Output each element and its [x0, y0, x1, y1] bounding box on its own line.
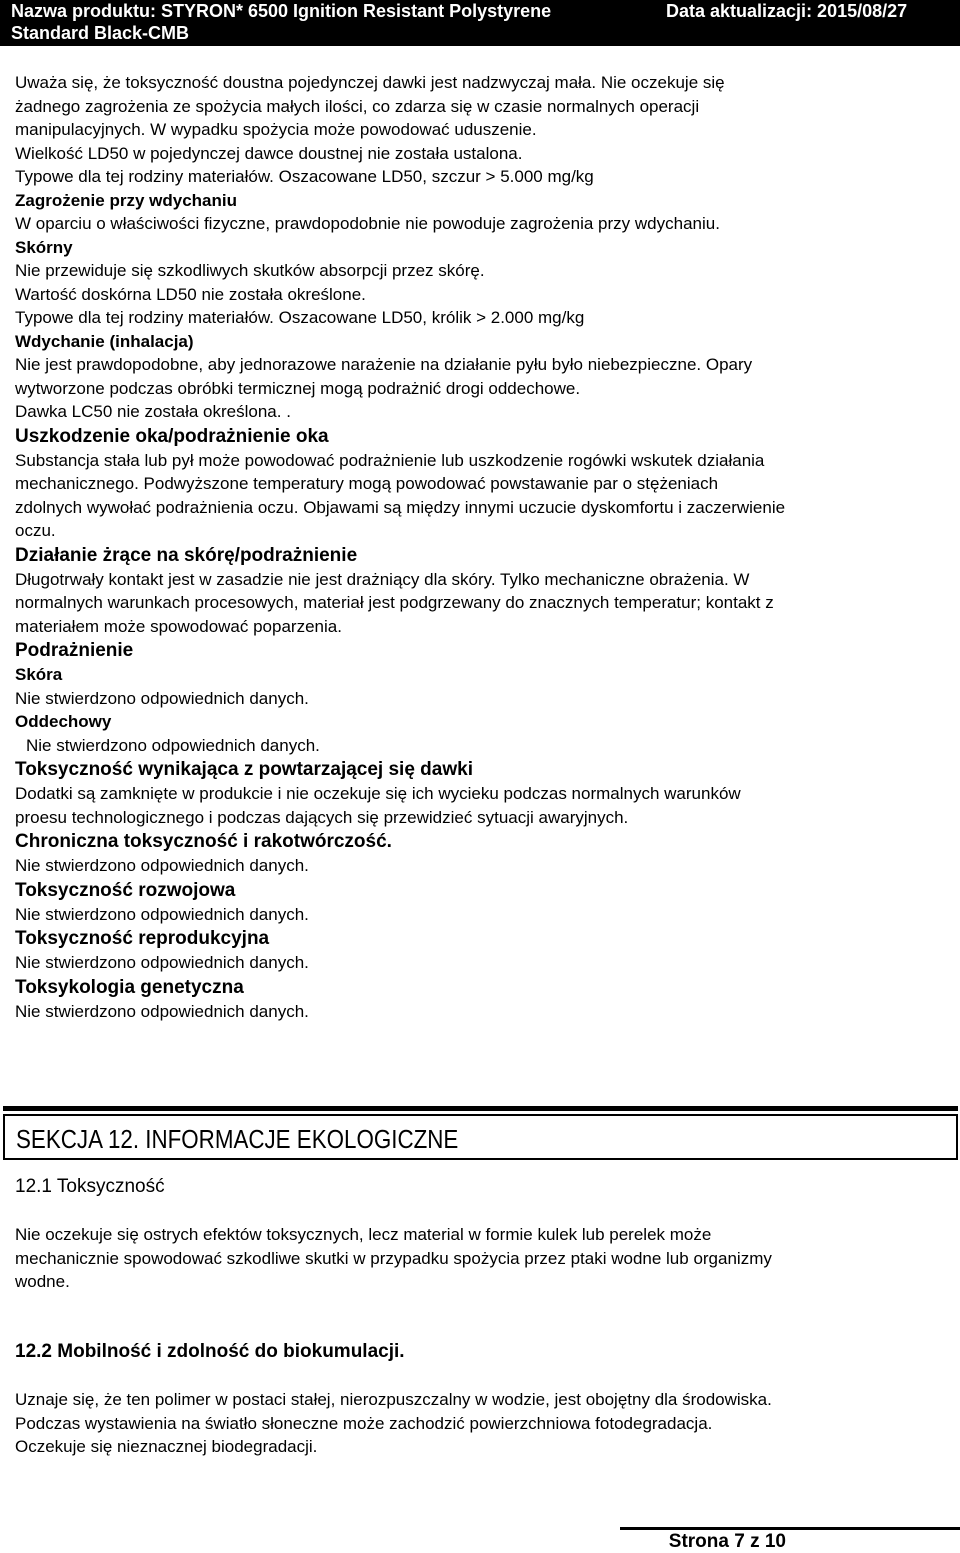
- body-line: Typowe dla tej rodziny materiałów. Oszacowane LD50, szczur > 5.000 mg/kg: [15, 167, 594, 186]
- irritation-heading: Podrażnienie: [15, 640, 134, 661]
- body-line: Substancja stała lub pył może powodować podrażnienie lub uszkodzenie rogówki wskutek działania: [15, 450, 765, 470]
- body-line: Nie stwierdzono odpowiednich danych.: [26, 735, 320, 755]
- reproductive-toxicity-heading: Toksyczność reprodukcyjna: [15, 928, 270, 949]
- body-line: Nie jest prawdopodobne, aby jednorazowe narażenie na działanie pyłu było niebezpieczne. Opary: [15, 355, 753, 374]
- inhalation-heading: Wdychanie (inhalacja): [15, 331, 194, 351]
- ecotoxicity-heading: 12.1 Toksyczność: [15, 1176, 165, 1197]
- page-number: Strona 7 z 10: [668, 1531, 786, 1552]
- product-name: Nazwa produktu: STYRON* 6500 Ignition Resistant Polystyrene: [11, 1, 552, 21]
- body-line: Podczas wystawienia na światło słoneczne może zachodzić powierzchniowa fotodegradacja.: [15, 1413, 713, 1433]
- mobility-heading: 12.2 Mobilność i zdolność do biokumulacji.: [15, 1341, 405, 1362]
- body-line: Dawka LC50 nie została określona. .: [15, 402, 291, 421]
- ecotoxicity-text: [15, 1223, 950, 1294]
- body-line: wodne.: [15, 1272, 70, 1291]
- repeated-dose-heading: Toksyczność wynikająca z powtarzającej się dawki: [15, 759, 473, 780]
- body-line: Nie oczekuje się ostrych efektów toksycznych, lecz material w formie kulek lub perelek może: [15, 1225, 712, 1244]
- irritation-skin-heading: Skóra: [15, 665, 63, 684]
- body-line: Długotrwały kontakt jest w zasadzie nie jest drażniący dla skóry. Tylko mechaniczne obrażenia. W: [15, 569, 750, 589]
- section-12-banner: [3, 1114, 958, 1160]
- section-12-title: SEKCJA 12. INFORMACJE EKOLOGICZNE: [16, 1124, 459, 1154]
- body-line: W oparciu o właściwości fizyczne, prawdopodobnie nie powoduje zagrożenia przy wdychaniu.: [15, 214, 720, 233]
- inhalation-hazard-heading: Zagrożenie przy wdychaniu: [15, 190, 237, 210]
- skin-corrosion-heading: Działanie żrące na skórę/podrażnienie: [15, 544, 358, 566]
- body-line: Nie stwierdzono odpowiednich danych.: [15, 904, 309, 924]
- body-line: zdolnych wywołać podrażnienia oczu. Objawami są między innymi uczucie dyskomfortu i zaczerwienie: [15, 497, 786, 517]
- body-line: Nie stwierdzono odpowiednich danych.: [15, 1001, 309, 1021]
- body-line: Nie stwierdzono odpowiednich danych.: [15, 953, 309, 972]
- body-line: Dodatki są zamknięte w produkcie i nie oczekuje się ich wycieku podczas normalnych warunków: [15, 784, 741, 803]
- body-line: żadnego zagrożenia ze spożycia małych ilości, co zdarza się w czasie normalnych operacji: [15, 96, 700, 116]
- body-line: Oczekuje się nieznacznej biodegradacji.: [15, 1437, 318, 1456]
- body-line: oczu.: [15, 521, 56, 540]
- ecotoxicity-section: [15, 1175, 950, 1199]
- body-line: Wielkość LD50 w pojedynczej dawce doustnej nie została ustalona.: [15, 143, 523, 163]
- genetic-toxicology-heading: Toksykologia genetyczna: [15, 976, 244, 998]
- dermal-heading: Skórny: [15, 237, 73, 257]
- mobility-section: [15, 1340, 950, 1364]
- body-line: proesu technologicznego i podczas dających się przewidzieć sytuacji awaryjnych.: [15, 807, 629, 827]
- mobility-text: [15, 1388, 950, 1459]
- body-line: Typowe dla tej rodziny materiałów. Oszacowane LD50, królik > 2.000 mg/kg: [15, 308, 585, 327]
- product-name-line2: Standard Black-CMB: [11, 23, 190, 43]
- toxicology-content: [15, 71, 950, 1023]
- section-divider: [3, 1106, 958, 1111]
- body-line: wytworzone podczas obróbki termicznej mogą podrażnić drogi oddechowe.: [15, 378, 581, 398]
- body-line: normalnych warunkach procesowych, materiał jest podgrzewany do znacznych temperatur; kontakt z: [15, 593, 774, 612]
- body-line: Uważa się, że toksyczność doustna pojedynczej dawki jest nadzwyczaj mała. Nie oczekuje się: [15, 73, 725, 92]
- irritation-respiratory-heading: Oddechowy: [15, 712, 112, 731]
- body-line: manipulacyjnych. W wypadku spożycia może powodować uduszenie.: [15, 120, 537, 139]
- eye-damage-heading: Uszkodzenie oka/podrażnienie oka: [15, 425, 329, 447]
- body-line: mechanicznie spowodować szkodliwe skutki w przypadku spożycia przez ptaki wodne lub organizmy: [15, 1248, 772, 1268]
- body-line: Uznaje się, że ten polimer w postaci stałej, nierozpuszczalny w wodzie, jest obojętny dla środowiska.: [15, 1390, 772, 1409]
- footer-rule: [620, 1527, 960, 1530]
- revision-date: Data aktualizacji: 2015/08/27: [666, 1, 908, 21]
- body-line: Nie przewiduje się szkodliwych skutków absorpcji przez skórę.: [15, 261, 485, 280]
- body-line: Nie stwierdzono odpowiednich danych.: [15, 856, 309, 875]
- body-line: materiałem może spowodować poparzenia.: [15, 616, 342, 636]
- developmental-toxicity-heading: Toksyczność rozwojowa: [15, 879, 236, 901]
- page-header: [0, 0, 960, 46]
- body-line: Nie stwierdzono odpowiednich danych.: [15, 688, 309, 708]
- body-line: Wartość doskórna LD50 nie została określone.: [15, 284, 366, 304]
- chronic-toxicity-heading: Chroniczna toksyczność i rakotwórczość.: [15, 831, 392, 852]
- body-line: mechanicznego. Podwyższone temperatury mogą powodować powstawanie par o stężeniach: [15, 474, 719, 493]
